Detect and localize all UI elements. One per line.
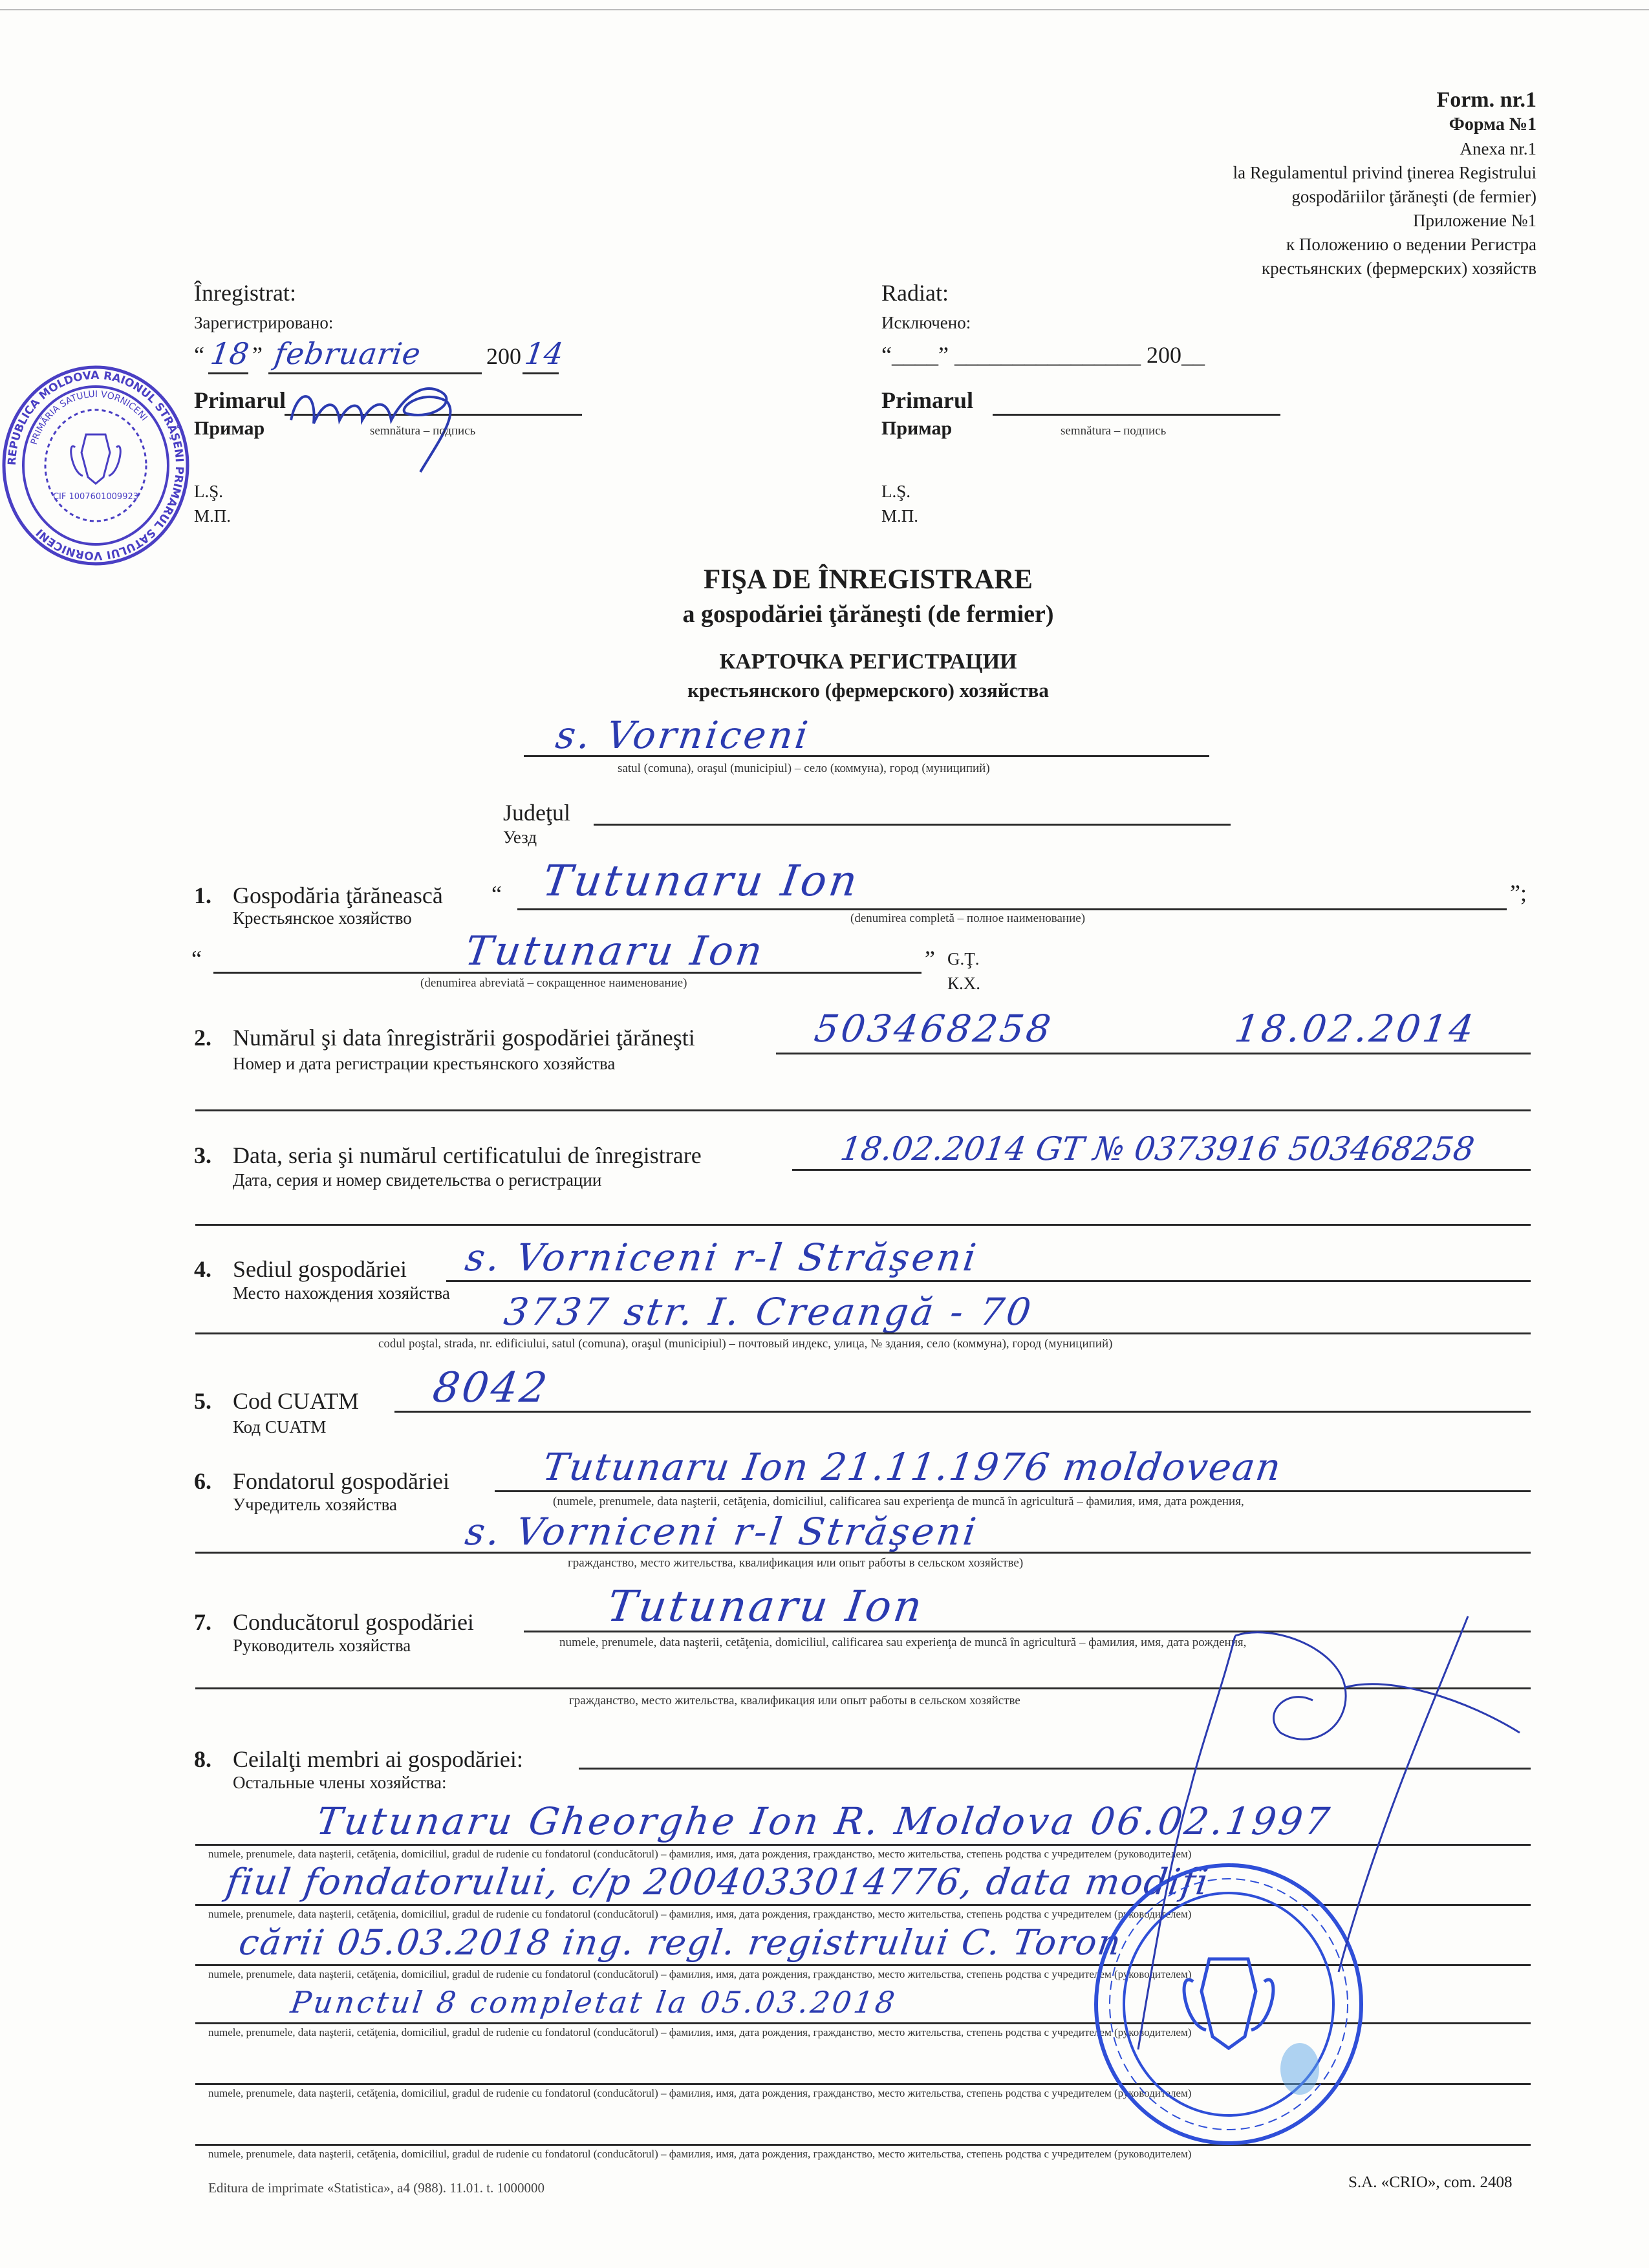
- field2-number: 503468258: [812, 1007, 1056, 1051]
- quote-open: “: [191, 946, 202, 972]
- field3-label-ru: Дата, серия и номер свидетельства о регистрации: [233, 1170, 602, 1190]
- subtitle-ro: a gospodăriei ţărăneşti (de fermier): [682, 601, 1054, 628]
- quote-close: ”: [925, 946, 935, 972]
- registered-day: 18: [208, 336, 252, 371]
- field1-full-name: Tutunaru Ion: [539, 856, 863, 906]
- locality-line: [524, 755, 1209, 757]
- mayor-label-ro: Primarul: [194, 387, 286, 413]
- registered-year: 14: [523, 336, 566, 371]
- member-row-caption: numele, prenumele, data naşterii, cetăţenia, domiciliul, gradul de rudenie cu fondatorul (conducătorul) – фамилия, имя, дата рождения, гражданство, место жительства, степень родства с учредителем (руководителем): [208, 1968, 1192, 1980]
- field4-line2: [195, 1332, 1531, 1334]
- field1-suffix-ru: К.Х.: [947, 974, 981, 993]
- field4-label-ro: Sediul gospodăriei: [233, 1256, 407, 1282]
- member-row-caption: numele, prenumele, data naşterii, cetăţenia, domiciliul, gradul de rudenie cu fondatorul (conducătorul) – фамилия, имя, дата рождения, гражданство, место жительства, степень родства с учредителем (руководителем): [208, 1908, 1192, 1920]
- field-number: 6.: [194, 1468, 211, 1494]
- removed-seal-ro: L.Ş.: [881, 482, 911, 501]
- field-number: 8.: [194, 1746, 211, 1772]
- field6-caption1: (numele, prenumele, data naşterii, cetăţenia, domiciliul, calificarea sau experienţa de muncă în agricultură – фамилия, имя, дата рождения,: [553, 1495, 1244, 1508]
- annex-line: крестьянских (фермерских) хозяйств: [1262, 259, 1536, 278]
- stamp-outer-text: REPUBLICA MOLDOVA RAIONUL STRĂŞENI PRIMARUL SATULUI VORNICENI: [5, 369, 186, 562]
- field6-line1: [495, 1490, 1531, 1492]
- day-line: [208, 372, 248, 374]
- locality-caption: satul (comuna), oraşul (municipiul) – село (коммуна), город (муниципий): [618, 762, 990, 775]
- removed-signature-caption: semnătura – подпись: [1061, 424, 1167, 438]
- quote-close: ”;: [1510, 880, 1527, 906]
- footer-printer: Editura de imprimate «Statistica», a4 (988). 11.01. t. 1000000: [208, 2180, 545, 2196]
- registered-label-ro: Înregistrat:: [194, 280, 296, 306]
- field3-label-ro: Data, seria şi numărul certificatului de înregistrare: [233, 1142, 702, 1168]
- removed-mayor-label-ru: Примар: [881, 418, 953, 439]
- field3-line: [792, 1169, 1531, 1171]
- field7-caption2: гражданство, место жительства, квалификация или опыт работы в сельском хозяйстве: [569, 1694, 1020, 1707]
- year-line: [523, 372, 559, 374]
- field-number: 1.: [194, 883, 211, 908]
- field5-line: [394, 1411, 1531, 1413]
- form-number-ro: Form. nr.1: [1436, 88, 1536, 112]
- mayor-signature: [278, 362, 485, 478]
- annex-line: Приложение №1: [1413, 211, 1536, 230]
- member-row-text: cării 05.03.2018 ing. regl. registrului C. Toron: [236, 1922, 1125, 1963]
- registered-month: februarie: [272, 336, 424, 371]
- field3-value: 18.02.2014 GT № 0373916 503468258: [837, 1130, 1477, 1168]
- scan-edge: [0, 9, 1649, 10]
- locality-value: s. Vorniceni: [553, 713, 814, 757]
- county-line: [594, 824, 1231, 826]
- field-number: 2.: [194, 1025, 211, 1051]
- field4-value-line1: s. Vorniceni r-l Străşeni: [462, 1236, 982, 1279]
- field1-short-caption: (denumirea abreviată – сокращенное наименование): [420, 976, 687, 990]
- annex-line: la Regulamentul privind ţinerea Registrului: [1233, 163, 1536, 182]
- stamp-inner-text: PRIMĂRIA SATULUI VORNICENI: [28, 389, 149, 446]
- form-header: [1233, 88, 1536, 281]
- member-row-caption: numele, prenumele, data naşterii, cetăţenia, domiciliul, gradul de rudenie cu fondatorul (conducătorul) – фамилия, имя, дата рождения, гражданство, место жительства, степень родства с учредителем (руководителем): [208, 2148, 1192, 2160]
- field1-short-line: [213, 972, 921, 974]
- stamp-code: CIF 1007601009923: [52, 492, 139, 502]
- field6-label-ru: Учредитель хозяйства: [233, 1495, 397, 1514]
- mayor-label-ru: Примар: [194, 418, 265, 439]
- field2-line: [776, 1053, 1531, 1054]
- removed-date-field: “____” ________________ 200__: [881, 342, 1205, 368]
- field8-label-ro: Ceilalţi membri ai gospodăriei:: [233, 1746, 523, 1772]
- official-stamp-top: [0, 362, 191, 569]
- field1-label-ro: Gospodăria ţărănească: [233, 883, 443, 908]
- member-row-text: Tutunaru Gheorghe Ion R. Moldova 06.02.1997: [314, 1799, 1335, 1843]
- member-row-caption: numele, prenumele, data naşterii, cetăţenia, domiciliul, gradul de rudenie cu fondatorul (conducătorul) – фамилия, имя, дата рождения, гражданство, место жительства, степень родства с учредителем (руководителем): [208, 1848, 1192, 1860]
- field5-value: 8042: [429, 1364, 553, 1412]
- field4-label-ru: Место нахождения хозяйства: [233, 1283, 450, 1303]
- removed-signature-line: [993, 414, 1280, 416]
- field-number: 3.: [194, 1142, 211, 1168]
- field-number: 4.: [194, 1256, 211, 1282]
- field1-short-name: Tutunaru Ion: [462, 927, 768, 974]
- field-number: 7.: [194, 1609, 211, 1635]
- removed-label-ru: Исключено:: [881, 313, 971, 332]
- field2-label-ru: Номер и дата регистрации крестьянского хозяйства: [233, 1054, 616, 1073]
- field4-line1: [446, 1280, 1531, 1282]
- field5-label-ro: Cod CUATM: [233, 1388, 360, 1414]
- seal-label-ro: L.Ş.: [194, 482, 224, 501]
- quote-open: “: [194, 342, 204, 368]
- seal-label-ru: М.П.: [194, 506, 232, 526]
- subtitle-ru: крестьянского (фермерского) хозяйства: [687, 679, 1049, 701]
- field6-caption2: гражданство, место жительства, квалификация или опыт работы в сельском хозяйстве): [568, 1556, 1024, 1570]
- field7-label-ru: Руководитель хозяйства: [233, 1636, 411, 1655]
- removed-mayor-label-ro: Primarul: [881, 387, 973, 413]
- county-label-ro: Judeţul: [503, 800, 570, 826]
- removed-seal-ru: М.П.: [881, 506, 919, 526]
- removed-label-ro: Radiat:: [881, 280, 949, 306]
- field2-label-ro: Numărul şi data înregistrării gospodăriei ţărăneşti: [233, 1025, 695, 1051]
- field7-label-ro: Conducătorul gospodăriei: [233, 1609, 474, 1635]
- footer-publisher: S.A. «CRIO», com. 2408: [1348, 2174, 1513, 2191]
- field6-value-line1: Tutunaru Ion 21.11.1976 moldovean: [540, 1445, 1285, 1489]
- county-label-ru: Уезд: [503, 828, 537, 847]
- quote-close: ”: [252, 342, 263, 368]
- field6-label-ro: Fondatorul gospodăriei: [233, 1468, 449, 1494]
- member-row-text: Punctul 8 completat la 05.03.2018: [288, 1985, 900, 2020]
- member-row-caption: numele, prenumele, data naşterii, cetăţenia, domiciliul, gradul de rudenie cu fondatorul (conducătorul) – фамилия, имя, дата рождения, гражданство, место жительства, степень родства с учредителем (руководителем): [208, 2087, 1192, 2099]
- field1-full-line: [517, 908, 1507, 910]
- registered-year-prefix: 200: [486, 343, 521, 369]
- field3-extra-line: [195, 1224, 1531, 1226]
- form-number-ru: Форма №1: [1449, 114, 1536, 134]
- field4-value-line2: 3737 str. I. Creangă - 70: [501, 1290, 1037, 1334]
- field5-label-ru: Код CUATM: [233, 1417, 327, 1437]
- annex-line: к Положению о ведении Регистра: [1286, 235, 1536, 254]
- quote-open: “: [491, 881, 502, 907]
- annex-line: gospodăriilor ţărăneşti (de fermier): [1291, 187, 1536, 206]
- field4-caption: codul poştal, strada, nr. edificiului, satul (comuna), oraşul (municipiul) – почтовый индекс, улица, № здания, село (коммуна), город (муниципий): [378, 1337, 1113, 1351]
- field1-label-ru: Крестьянское хозяйство: [233, 908, 412, 928]
- member-row-text: fiul fondatorului, c/p 2004033014776, data modifi: [223, 1861, 1212, 1903]
- field-number: 5.: [194, 1388, 211, 1414]
- field7-caption1: numele, prenumele, data naşterii, cetăţenia, domiciliul, calificarea sau experienţa de muncă în agricultură – фамилия, имя, дата рождения,: [559, 1636, 1247, 1649]
- field2-extra-line: [195, 1109, 1531, 1111]
- signature-caption: semnătura – подпись: [370, 424, 476, 438]
- coat-of-arms-icon: [81, 434, 110, 484]
- field8-label-ru: Остальные члены хозяйства:: [233, 1773, 447, 1792]
- registered-label-ru: Зарегистрировано:: [194, 313, 334, 332]
- field7-value: Tutunaru Ion: [604, 1581, 928, 1631]
- member-row-caption: numele, prenumele, data naşterii, cetăţenia, domiciliul, gradul de rudenie cu fondatorul (conducătorul) – фамилия, имя, дата рождения, гражданство, место жительства, степень родства с учредителем (руководителем): [208, 2026, 1192, 2038]
- registrar-signature: [1067, 1519, 1584, 2101]
- field1-suffix-ro: G.Ţ.: [947, 949, 980, 968]
- field1-full-caption: (denumirea completă – полное наименование): [850, 912, 1086, 925]
- title-ro: FIŞA DE ÎNREGISTRARE: [704, 564, 1033, 595]
- field6-value-line2: s. Vorniceni r-l Străşeni: [462, 1510, 982, 1554]
- annex-line: Anexa nr.1: [1460, 139, 1536, 158]
- field2-date: 18.02.2014: [1232, 1007, 1479, 1051]
- title-ru: КАРТОЧКА РЕГИСТРАЦИИ: [719, 650, 1017, 674]
